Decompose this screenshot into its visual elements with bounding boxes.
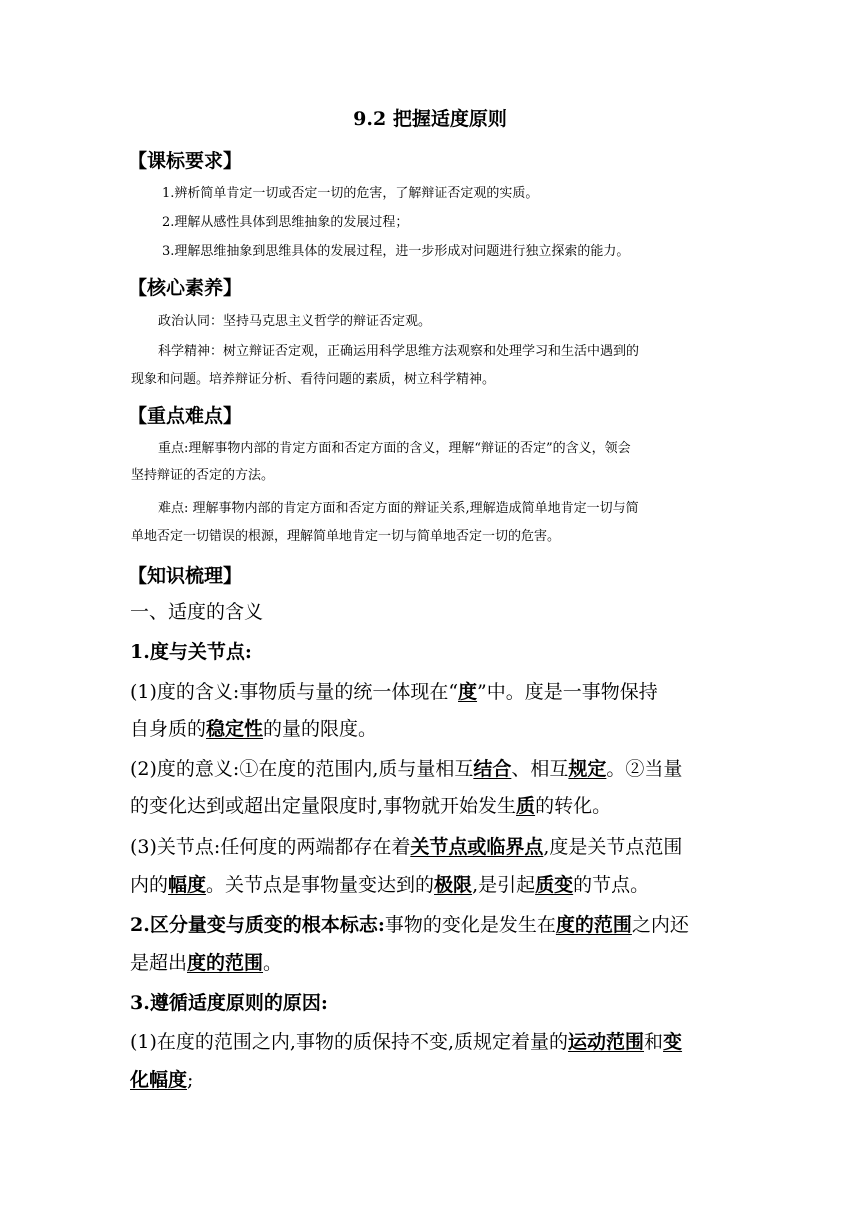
point-3-heading: 3.遵循适度原则的原因:: [130, 992, 328, 1014]
kebiao-item-2: 2.理解从感性具体到思维抽象的发展过程；: [162, 215, 409, 230]
blank-answer: 稳定性: [206, 718, 264, 740]
blank-answer: 结合: [473, 758, 512, 780]
point-1-heading: 1.度与关节点:: [130, 641, 252, 663]
blank-answer: 变: [663, 1031, 683, 1053]
point-3-1-line-1: (1)在度的范围之内,事物的质保持不变,质规定着量的运动范围和变: [130, 1031, 683, 1053]
point-3-1-line-2: 化幅度;: [130, 1069, 194, 1091]
blank-answer: 度: [458, 681, 478, 703]
blank-answer: 运动范围: [568, 1031, 645, 1053]
kebiao-item-1: 1.辨析简单肯定一切或否定一切的危害，了解辩证否定观的实质。: [162, 186, 539, 201]
hexin-paragraph-1: 政治认同：坚持马克思主义哲学的辩证否定观。: [158, 314, 432, 329]
point-2-line-1: 2.区分量变与质变的根本标志:事物的变化是发生在度的范围之内还: [130, 914, 689, 936]
blank-answer: 质: [516, 795, 536, 817]
blank-answer: 规定: [568, 758, 607, 780]
nandian-paragraph-line-1: 难点: 理解事物内部的肯定方面和否定方面的辩证关系,理解造成简单地肯定一切与简: [158, 501, 639, 516]
point-2-line-2: 是超出度的范围。: [130, 952, 283, 974]
section-heading-hexin: 【核心素养】: [128, 277, 243, 299]
blank-answer: 度的范围: [555, 914, 632, 936]
point-1-2-line-2: 的变化达到或超出定量限度时,事物就开始发生质的转化。: [130, 795, 612, 817]
point-1-1-line-2: 自身质的稳定性的量的限度。: [130, 718, 378, 740]
hexin-paragraph-2-line-2: 现象和问题。培养辩证分析、看待问题的素质，树立科学精神。: [131, 372, 496, 387]
point-1-1-line-1: (1)度的含义:事物质与量的统一体现在“度”中。度是一事物保持: [130, 681, 658, 703]
nandian-paragraph-line-2: 单地否定一切错误的根源，理解简单地肯定一切与简单地否定一切的危害。: [131, 529, 561, 544]
blank-answer: 质变: [535, 874, 574, 896]
page-title: 9.2 把握适度原则: [353, 108, 507, 130]
section-heading-zhishi: 【知识梳理】: [128, 565, 243, 587]
point-1-3-line-2: 内的幅度。关节点是事物量变达到的极限,是引起质变的节点。: [130, 874, 650, 896]
point-1-2-line-1: (2)度的意义:①在度的范围内,质与量相互结合、相互规定。②当量: [130, 758, 683, 780]
hexin-paragraph-2-line-1: 科学精神：树立辩证否定观，正确运用科学思维方法观察和处理学习和生活中遇到的: [158, 344, 640, 359]
blank-answer: 度的范围: [187, 952, 264, 974]
point-1-3-line-1: (3)关节点:任何度的两端都存在着关节点或临界点,度是关节点范围: [130, 836, 683, 858]
blank-answer: 化幅度: [130, 1069, 188, 1091]
kebiao-item-3: 3.理解思维抽象到思维具体的发展过程，进一步形成对问题进行独立探索的能力。: [162, 244, 630, 259]
blank-answer: 关节点或临界点: [410, 836, 544, 858]
section-heading-zhongdian: 【重点难点】: [128, 405, 243, 427]
section-heading-kebiao: 【课标要求】: [128, 150, 243, 172]
zhongdian-paragraph-1-line-1: 重点:理解事物内部的肯定方面和否定方面的含义，理解“辩证的否定”的含义，领会: [158, 441, 631, 456]
blank-answer: 幅度: [168, 874, 207, 896]
blank-answer: 极限: [434, 874, 473, 896]
zhongdian-paragraph-1-line-2: 坚持辩证的否定的方法。: [131, 468, 275, 483]
subsection-title: 一、适度的含义: [130, 601, 264, 623]
